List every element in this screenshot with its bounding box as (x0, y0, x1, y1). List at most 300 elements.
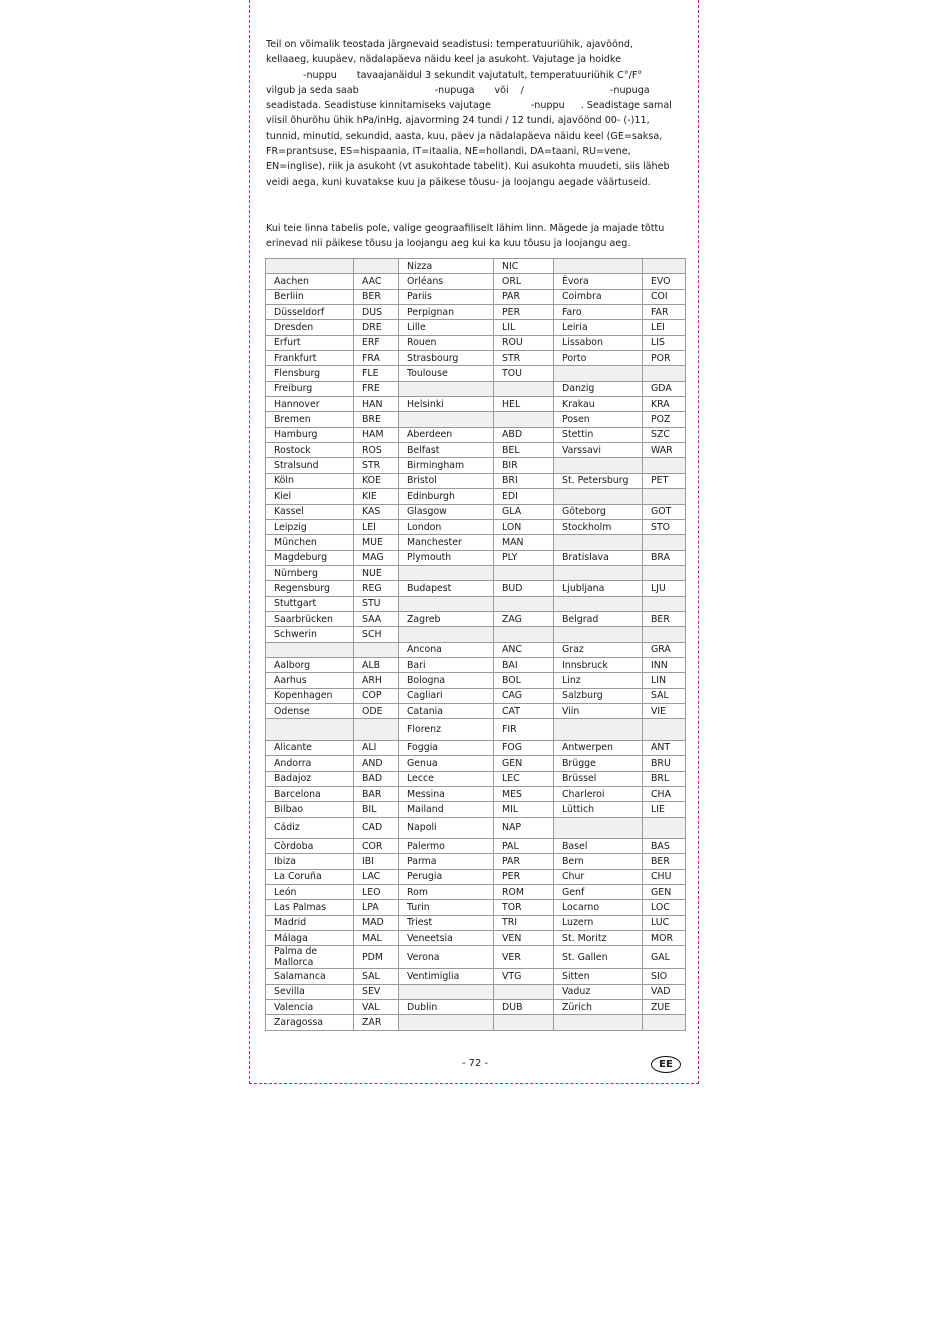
city-code-cell (643, 366, 686, 381)
city-name-cell: Stockholm (554, 519, 643, 534)
city-code-cell: VEN (494, 931, 554, 946)
city-code-cell: PER (494, 305, 554, 320)
city-code-cell: MAL (354, 931, 399, 946)
city-name-cell: Magdeburg (266, 550, 354, 565)
table-row (266, 611, 686, 626)
city-code-cell: BER (643, 611, 686, 626)
city-code-cell: LON (494, 519, 554, 534)
city-name-cell: Locarno (554, 900, 643, 915)
city-name-cell: Zürich (554, 1000, 643, 1015)
city-name-cell: Schwerin (266, 627, 354, 642)
note-line: Kui teie linna tabelis pole, valige geograafiliselt lähim linn. Mägede ja majade tõttu (266, 223, 665, 234)
city-name-cell: Hamburg (266, 427, 354, 442)
city-code-cell: SEV (354, 984, 399, 999)
table-row (266, 289, 686, 304)
table-row (266, 984, 686, 999)
city-name-cell: London (399, 519, 494, 534)
city-code-cell: LPA (354, 900, 399, 915)
city-name-cell (554, 259, 643, 274)
city-code-cell: MUE (354, 535, 399, 550)
intro-paragraph (266, 37, 680, 190)
city-name-cell: Rostock (266, 443, 354, 458)
city-code-cell: MAD (354, 915, 399, 930)
city-name-cell (266, 259, 354, 274)
city-name-cell (554, 458, 643, 473)
city-code-cell: GLA (494, 504, 554, 519)
city-code-cell: ERF (354, 335, 399, 350)
city-name-cell: Valencia (266, 1000, 354, 1015)
city-code-cell: BRU (643, 756, 686, 771)
table-row (266, 550, 686, 565)
city-code-cell: BAS (643, 839, 686, 854)
city-code-cell: PDM (354, 946, 399, 969)
intro-line: / (520, 84, 524, 96)
city-code-cell: BUD (494, 581, 554, 596)
city-name-cell: Antwerpen (554, 740, 643, 755)
city-name-cell: Còrdoba (266, 839, 354, 854)
city-code-cell: AND (354, 756, 399, 771)
intro-line: tavaajanäidul 3 sekundit vajutatult, temperatuuriühik C°/F° (356, 69, 643, 81)
city-name-cell: Stuttgart (266, 596, 354, 611)
city-name-cell: Aachen (266, 274, 354, 289)
intro-line: -nuppu (303, 69, 337, 81)
city-code-cell: LEO (354, 885, 399, 900)
city-name-cell (399, 565, 494, 580)
city-code-cell: COI (643, 289, 686, 304)
city-name-cell (554, 366, 643, 381)
city-code-cell: STR (494, 351, 554, 366)
table-row (266, 946, 686, 969)
city-code-cell: ORL (494, 274, 554, 289)
city-name-cell: Kassel (266, 504, 354, 519)
city-code-cell: VER (494, 946, 554, 969)
table-row (266, 771, 686, 786)
city-name-cell: Lüttich (554, 802, 643, 817)
city-code-cell: BOL (494, 673, 554, 688)
intro-line: veidi aega, kuni kuvatakse kuu ja päikese tõusu- ja loojangu aegade väärtuseid. (266, 176, 651, 188)
table-row (266, 719, 686, 741)
city-code-cell: KRA (643, 397, 686, 412)
city-name-cell: Bilbao (266, 802, 354, 817)
city-name-cell: Mailand (399, 802, 494, 817)
city-name-cell: St. Moritz (554, 931, 643, 946)
city-code-cell: BAI (494, 657, 554, 672)
city-name-cell: Rom (399, 885, 494, 900)
city-code-cell: MAG (354, 550, 399, 565)
intro-line: . Seadistage samal (580, 100, 672, 112)
city-name-cell: Madrid (266, 915, 354, 930)
city-name-cell: Las Palmas (266, 900, 354, 915)
city-name-cell: Göteborg (554, 504, 643, 519)
city-code-cell: FRA (354, 351, 399, 366)
city-name-cell: Ljubljana (554, 581, 643, 596)
city-name-cell: Sevilla (266, 984, 354, 999)
intro-line: Teil on võimalik teostada järgnevaid seadistusi: temperatuuriühik, ajavöönd, (266, 39, 634, 50)
city-code-cell: BRA (643, 550, 686, 565)
city-name-cell: Genf (554, 885, 643, 900)
city-name-cell (266, 642, 354, 657)
city-name-cell: Barcelona (266, 786, 354, 801)
city-name-cell: München (266, 535, 354, 550)
city-name-cell: Basel (554, 839, 643, 854)
city-code-cell: ZUE (643, 1000, 686, 1015)
city-code-cell: DRE (354, 320, 399, 335)
city-code-cell: FAR (643, 305, 686, 320)
city-name-cell: Zaragossa (266, 1015, 354, 1030)
city-code-cell (643, 719, 686, 741)
city-code-cell: BIR (494, 458, 554, 473)
city-name-cell: Varssavi (554, 443, 643, 458)
intro-line: -nuppu (530, 100, 565, 112)
city-code-cell: VAD (643, 984, 686, 999)
city-name-cell: Strasbourg (399, 351, 494, 366)
city-code-cell: BRI (494, 473, 554, 488)
city-code-cell: LIN (643, 673, 686, 688)
city-code-cell: STO (643, 519, 686, 534)
table-row (266, 489, 686, 504)
table-row (266, 1015, 686, 1030)
city-code-cell (494, 1015, 554, 1030)
table-row (266, 596, 686, 611)
city-code-table (265, 258, 686, 1031)
city-name-cell: Coimbra (554, 289, 643, 304)
city-code-cell: ZAG (494, 611, 554, 626)
city-code-cell: HAN (354, 397, 399, 412)
intro-line: või (494, 84, 509, 96)
city-code-cell: SAA (354, 611, 399, 626)
table-row (266, 885, 686, 900)
city-name-cell: Málaga (266, 931, 354, 946)
city-code-cell: LIS (643, 335, 686, 350)
city-code-cell: MIL (494, 802, 554, 817)
city-name-cell: Hannover (266, 397, 354, 412)
city-name-cell: Aalborg (266, 657, 354, 672)
city-name-cell: Kiel (266, 489, 354, 504)
city-code-cell: BER (643, 854, 686, 869)
city-name-cell: Verona (399, 946, 494, 969)
city-code-cell: STU (354, 596, 399, 611)
city-code-cell: DUS (354, 305, 399, 320)
city-name-cell: Triest (399, 915, 494, 930)
city-name-cell: Krakau (554, 397, 643, 412)
city-name-cell: Cagliari (399, 688, 494, 703)
table-row (266, 473, 686, 488)
city-code-cell: KAS (354, 504, 399, 519)
city-code-cell: LEC (494, 771, 554, 786)
city-code-cell: SZC (643, 427, 686, 442)
table-row (266, 443, 686, 458)
city-code-cell: LIL (494, 320, 554, 335)
city-name-cell: Edinburgh (399, 489, 494, 504)
city-name-cell (399, 627, 494, 642)
city-code-cell: BRE (354, 412, 399, 427)
table-row (266, 802, 686, 817)
city-name-cell: Flensburg (266, 366, 354, 381)
city-code-cell: ALI (354, 740, 399, 755)
city-code-cell: IBI (354, 854, 399, 869)
city-code-cell: EDI (494, 489, 554, 504)
table-row (266, 817, 686, 839)
city-name-cell: Aberdeen (399, 427, 494, 442)
city-code-cell: INN (643, 657, 686, 672)
city-name-cell: Stettin (554, 427, 643, 442)
table-row (266, 320, 686, 335)
table-row (266, 335, 686, 350)
city-name-cell: Veneetsia (399, 931, 494, 946)
city-name-cell: Belfast (399, 443, 494, 458)
city-code-cell: FLE (354, 366, 399, 381)
city-code-cell: SCH (354, 627, 399, 642)
city-code-cell (643, 596, 686, 611)
table-row (266, 969, 686, 984)
city-name-cell: Perugia (399, 869, 494, 884)
city-name-cell: Odense (266, 703, 354, 718)
table-row (266, 900, 686, 915)
table-row (266, 519, 686, 534)
city-code-cell: LEI (643, 320, 686, 335)
city-code-cell: GEN (643, 885, 686, 900)
city-name-cell (399, 381, 494, 396)
city-code-cell: GDA (643, 381, 686, 396)
city-code-cell: BEL (494, 443, 554, 458)
table-row (266, 305, 686, 320)
city-code-cell: TOU (494, 366, 554, 381)
city-code-cell: GRA (643, 642, 686, 657)
city-code-cell: ROM (494, 885, 554, 900)
city-name-cell (554, 489, 643, 504)
city-code-cell: HEL (494, 397, 554, 412)
city-code-cell: REG (354, 581, 399, 596)
city-code-cell: MAN (494, 535, 554, 550)
city-name-cell: Salamanca (266, 969, 354, 984)
city-code-cell: SIO (643, 969, 686, 984)
city-name-cell: Danzig (554, 381, 643, 396)
city-name-cell: Freiburg (266, 381, 354, 396)
city-name-cell: Dublin (399, 1000, 494, 1015)
city-code-cell: AAC (354, 274, 399, 289)
city-name-cell: Orléans (399, 274, 494, 289)
city-code-cell: LOC (643, 900, 686, 915)
intro-line: seadistada. Seadistuse kinnitamiseks vajutage (266, 100, 491, 112)
city-name-cell: Rouen (399, 335, 494, 350)
table-row (266, 535, 686, 550)
city-code-cell: STR (354, 458, 399, 473)
city-name-cell: Genua (399, 756, 494, 771)
city-name-cell: León (266, 885, 354, 900)
city-code-cell: LIE (643, 802, 686, 817)
city-code-cell: LAC (354, 869, 399, 884)
table-row (266, 565, 686, 580)
city-name-cell: Bologna (399, 673, 494, 688)
table-row (266, 688, 686, 703)
city-name-cell: Bremen (266, 412, 354, 427)
city-name-cell: Plymouth (399, 550, 494, 565)
intro-line: kellaaeg, kuupäev, nädalapäeva näidu keel ja asukoht. Vajutage ja hoidke (266, 54, 622, 66)
city-code-cell (494, 412, 554, 427)
intro-line: tunnid, minutid, sekundid, aasta, kuu, päev ja nädalapäeva näidu keel (GE=saksa, (266, 130, 663, 142)
city-name-cell (554, 627, 643, 642)
city-name-cell: Èvora (554, 274, 643, 289)
city-code-cell: WAR (643, 443, 686, 458)
intro-line: viisil õhurõhu ühik hPa/inHg, ajavorming 24 tundi / 12 tundi, ajavöönd 00- (-)11, (266, 115, 650, 127)
city-name-cell: Regensburg (266, 581, 354, 596)
city-name-cell: Faro (554, 305, 643, 320)
city-code-cell: VAL (354, 1000, 399, 1015)
city-code-cell (643, 458, 686, 473)
city-name-cell: Linz (554, 673, 643, 688)
city-name-cell: Salzburg (554, 688, 643, 703)
intro-line: FR=prantsuse, ES=hispaania, IT=itaalia, NE=hollandi, DA=taani, RU=vene, (266, 146, 631, 158)
city-code-cell: MOR (643, 931, 686, 946)
city-code-cell: CAG (494, 688, 554, 703)
table-row (266, 397, 686, 412)
intro-line: vilgub ja seda saab (266, 84, 359, 96)
city-name-cell: Napoli (399, 817, 494, 839)
table-row (266, 627, 686, 642)
table-row (266, 412, 686, 427)
city-name-cell: Alicante (266, 740, 354, 755)
city-name-cell (554, 1015, 643, 1030)
city-name-cell: Florenz (399, 719, 494, 741)
city-code-cell: NUE (354, 565, 399, 580)
city-code-cell: NAP (494, 817, 554, 839)
city-name-cell: Leiria (554, 320, 643, 335)
city-code-cell: TOR (494, 900, 554, 915)
city-name-cell: Saarbrücken (266, 611, 354, 626)
table-row (266, 854, 686, 869)
city-name-cell: Lecce (399, 771, 494, 786)
city-code-cell: TRI (494, 915, 554, 930)
city-name-cell: Düsseldorf (266, 305, 354, 320)
country-badge: EE (651, 1056, 681, 1073)
note-paragraph (266, 221, 680, 252)
table-row (266, 839, 686, 854)
city-code-cell: KIE (354, 489, 399, 504)
city-name-cell: Perpignan (399, 305, 494, 320)
city-name-cell: Luzern (554, 915, 643, 930)
table-row (266, 657, 686, 672)
city-code-cell: FRE (354, 381, 399, 396)
city-code-cell (643, 627, 686, 642)
city-name-cell: Foggia (399, 740, 494, 755)
table-row (266, 756, 686, 771)
city-name-cell: Frankfurt (266, 351, 354, 366)
city-name-cell (554, 719, 643, 741)
city-name-cell: Erfurt (266, 335, 354, 350)
city-code-cell: SAL (643, 688, 686, 703)
table-row (266, 427, 686, 442)
city-code-cell: COP (354, 688, 399, 703)
city-code-cell: ROU (494, 335, 554, 350)
city-code-cell: DUB (494, 1000, 554, 1015)
page-number: - 72 - (461, 1058, 489, 1069)
intro-line: -nupuga (609, 84, 650, 96)
city-name-cell: Lissabon (554, 335, 643, 350)
city-name-cell: Graz (554, 642, 643, 657)
table-row (266, 931, 686, 946)
city-name-cell: Chur (554, 869, 643, 884)
city-code-cell (643, 489, 686, 504)
table-row (266, 642, 686, 657)
city-name-cell: Helsinki (399, 397, 494, 412)
city-code-cell: CAT (494, 703, 554, 718)
city-name-cell: Dresden (266, 320, 354, 335)
city-code-cell: ABD (494, 427, 554, 442)
city-name-cell: Sitten (554, 969, 643, 984)
city-code-cell (494, 565, 554, 580)
city-name-cell: Ventimiglia (399, 969, 494, 984)
city-name-cell: Brüssel (554, 771, 643, 786)
city-code-cell: PER (494, 869, 554, 884)
city-code-cell: COR (354, 839, 399, 854)
city-name-cell: Lille (399, 320, 494, 335)
table-row (266, 381, 686, 396)
city-code-cell: BAR (354, 786, 399, 801)
table-row (266, 581, 686, 596)
city-name-cell: Andorra (266, 756, 354, 771)
city-code-cell: BER (354, 289, 399, 304)
city-code-cell (643, 565, 686, 580)
city-code-cell: KOE (354, 473, 399, 488)
city-name-cell: Catania (399, 703, 494, 718)
city-code-cell: ROS (354, 443, 399, 458)
city-code-cell: PAL (494, 839, 554, 854)
city-name-cell: Bari (399, 657, 494, 672)
table-row (266, 458, 686, 473)
city-code-cell: LUC (643, 915, 686, 930)
city-code-cell: PAR (494, 289, 554, 304)
city-name-cell (399, 596, 494, 611)
city-code-cell (643, 535, 686, 550)
city-name-cell: Nürnberg (266, 565, 354, 580)
city-code-cell (643, 259, 686, 274)
city-name-cell: Messina (399, 786, 494, 801)
city-code-cell: ODE (354, 703, 399, 718)
table-row (266, 673, 686, 688)
city-code-cell: LJU (643, 581, 686, 596)
table-row (266, 351, 686, 366)
table-row (266, 504, 686, 519)
city-code-cell: NIC (494, 259, 554, 274)
city-name-cell: Kopenhagen (266, 688, 354, 703)
city-code-cell: FIR (494, 719, 554, 741)
city-code-cell: GOT (643, 504, 686, 519)
city-code-cell: GEN (494, 756, 554, 771)
city-name-cell: Leipzig (266, 519, 354, 534)
city-name-cell: Ancona (399, 642, 494, 657)
city-name-cell: Toulouse (399, 366, 494, 381)
note-line: erinevad nii päikese tõusu ja loojangu aeg kui ka kuu tõusu ja loojangu aeg. (266, 238, 631, 250)
city-name-cell: Bern (554, 854, 643, 869)
city-name-cell (554, 817, 643, 839)
city-name-cell: Bristol (399, 473, 494, 488)
table-row (266, 703, 686, 718)
intro-line: EN=inglise), riik ja asukoht (vt asukohtade tabelit). Kui asukohta muudeti, siis läheb (266, 161, 670, 173)
city-name-cell (554, 535, 643, 550)
city-code-cell: SAL (354, 969, 399, 984)
city-name-cell (399, 984, 494, 999)
city-name-cell (399, 1015, 494, 1030)
city-code-cell: EVO (643, 274, 686, 289)
city-name-cell: Aarhus (266, 673, 354, 688)
city-code-cell: ALB (354, 657, 399, 672)
city-code-cell: VTG (494, 969, 554, 984)
city-name-cell: Stralsund (266, 458, 354, 473)
city-name-cell (399, 412, 494, 427)
city-name-cell: St. Gallen (554, 946, 643, 969)
table-row (266, 869, 686, 884)
city-code-cell (354, 642, 399, 657)
